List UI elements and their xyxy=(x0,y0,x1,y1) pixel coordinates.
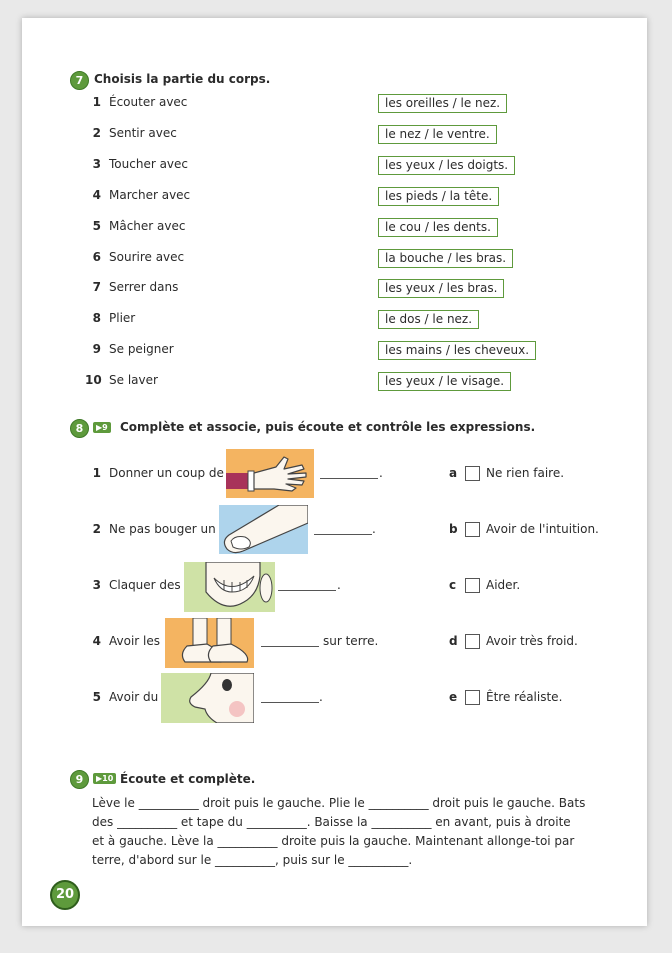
ex8-answer-letter: e xyxy=(449,690,458,704)
answer-checkbox[interactable] xyxy=(465,466,480,481)
feet-illustration xyxy=(165,618,254,668)
ex8-item-suffix: sur terre. xyxy=(323,634,379,648)
ex7-item-options[interactable]: les mains / les cheveux. xyxy=(378,341,536,360)
text-line: des __________ et tape du __________. Baisse la __________ en avant, puis à droite xyxy=(92,815,571,829)
ex7-item-number: 9 xyxy=(92,342,101,356)
exercise-8-title: Complète et associe, puis écoute et contrôle les expressions. xyxy=(120,420,536,434)
ex8-item-text: Avoir les xyxy=(109,634,160,648)
nose-icon xyxy=(161,673,254,723)
ex8-item-suffix: . xyxy=(337,578,341,592)
ex8-answer-letter: b xyxy=(449,522,458,536)
exercise-9-text xyxy=(92,794,612,870)
ex8-item-text: Donner un coup de xyxy=(109,466,224,480)
exercise-9-title: Écoute et complète. xyxy=(120,772,256,786)
ex7-item-text: Se peigner xyxy=(109,342,174,356)
ex7-item-options[interactable]: les yeux / les doigts. xyxy=(378,156,515,175)
audio-track-number: 10 xyxy=(102,774,114,783)
ex7-item-number: 10 xyxy=(85,373,102,387)
answer-checkbox[interactable] xyxy=(465,578,480,593)
ex7-item-text: Écouter avec xyxy=(109,95,188,109)
ex8-item-text: Claquer des xyxy=(109,578,181,592)
ex7-item-text: Sourire avec xyxy=(109,250,185,264)
ex7-item-text: Serrer dans xyxy=(109,280,179,294)
workbook-page xyxy=(22,18,647,926)
ex7-item-options[interactable]: les pieds / la tête. xyxy=(378,187,499,206)
exercise-8-number: 8 xyxy=(70,419,89,438)
hand-icon xyxy=(226,449,314,498)
exercise-7-number: 7 xyxy=(70,71,89,90)
teeth-illustration xyxy=(184,562,275,612)
answer-checkbox[interactable] xyxy=(465,634,480,649)
answer-checkbox[interactable] xyxy=(465,522,480,537)
ex8-answer-text: Être réaliste. xyxy=(486,690,563,704)
ex8-item-number: 5 xyxy=(92,690,101,704)
ex7-item-text: Sentir avec xyxy=(109,126,177,140)
text-line: terre, d'abord sur le __________, puis sur le __________. xyxy=(92,853,413,867)
answer-blank[interactable] xyxy=(320,466,378,479)
ex7-item-number: 4 xyxy=(92,188,101,202)
ex8-item-text: Ne pas bouger un xyxy=(109,522,216,536)
audio-track-number: 9 xyxy=(102,423,108,432)
ex8-answer-letter: a xyxy=(449,466,458,480)
ex7-item-number: 8 xyxy=(92,311,101,325)
finger-icon xyxy=(219,505,308,554)
ex8-answer-text: Ne rien faire. xyxy=(486,466,565,480)
ex8-answer-text: Avoir de l'intuition. xyxy=(486,522,599,536)
ex8-item-number: 1 xyxy=(92,466,101,480)
ex8-answer-letter: d xyxy=(449,634,458,648)
ex7-item-text: Se laver xyxy=(109,373,158,387)
answer-blank[interactable] xyxy=(314,522,372,535)
ex7-item-options[interactable]: les oreilles / le nez. xyxy=(378,94,507,113)
ex8-answer-text: Aider. xyxy=(486,578,521,592)
exercise-7-title: Choisis la partie du corps. xyxy=(94,72,271,86)
text-line: et à gauche. Lève la __________ droite puis la gauche. Maintenant allonge-toi par xyxy=(92,834,575,848)
ex8-item-number: 3 xyxy=(92,578,101,592)
ex8-answer-letter: c xyxy=(449,578,457,592)
teeth-icon xyxy=(184,562,275,612)
ex7-item-text: Marcher avec xyxy=(109,188,191,202)
feet-icon xyxy=(165,618,254,668)
ex7-item-number: 5 xyxy=(92,219,101,233)
hand-illustration xyxy=(226,449,314,498)
ex8-item-suffix: . xyxy=(372,522,376,536)
ex7-item-options[interactable]: les yeux / les bras. xyxy=(378,279,504,298)
ex7-item-options[interactable]: la bouche / les bras. xyxy=(378,249,513,268)
ex8-item-suffix: . xyxy=(319,690,323,704)
ex7-item-options[interactable]: le dos / le nez. xyxy=(378,310,479,329)
answer-blank[interactable] xyxy=(261,690,319,703)
ex7-item-text: Plier xyxy=(109,311,136,325)
audio-track-icon[interactable]: ▶10 xyxy=(93,773,116,784)
ex7-item-options[interactable]: le nez / le ventre. xyxy=(378,125,497,144)
ex7-item-text: Mâcher avec xyxy=(109,219,186,233)
answer-checkbox[interactable] xyxy=(465,690,480,705)
ex8-item-number: 4 xyxy=(92,634,101,648)
ex7-item-text: Toucher avec xyxy=(109,157,189,171)
audio-track-icon[interactable]: ▶9 xyxy=(93,422,111,433)
ex8-item-suffix: . xyxy=(379,466,383,480)
ex7-item-number: 1 xyxy=(92,95,101,109)
ex7-item-number: 7 xyxy=(92,280,101,294)
ex7-item-options[interactable]: les yeux / le visage. xyxy=(378,372,511,391)
ex7-item-number: 2 xyxy=(92,126,101,140)
ex7-item-number: 6 xyxy=(92,250,101,264)
ex8-item-number: 2 xyxy=(92,522,101,536)
ex7-item-options[interactable]: le cou / les dents. xyxy=(378,218,498,237)
finger-illustration xyxy=(219,505,308,554)
exercise-9-number: 9 xyxy=(70,770,89,789)
ex7-item-number: 3 xyxy=(92,157,101,171)
ex8-answer-text: Avoir très froid. xyxy=(486,634,578,648)
answer-blank[interactable] xyxy=(278,578,336,591)
page-number: 20 xyxy=(50,880,80,910)
text-line: Lève le __________ droit puis le gauche. Plie le __________ droit puis le gauche. Bats xyxy=(92,796,586,810)
answer-blank[interactable] xyxy=(261,634,319,647)
ex8-item-text: Avoir du xyxy=(109,690,159,704)
nose-illustration xyxy=(161,673,254,723)
